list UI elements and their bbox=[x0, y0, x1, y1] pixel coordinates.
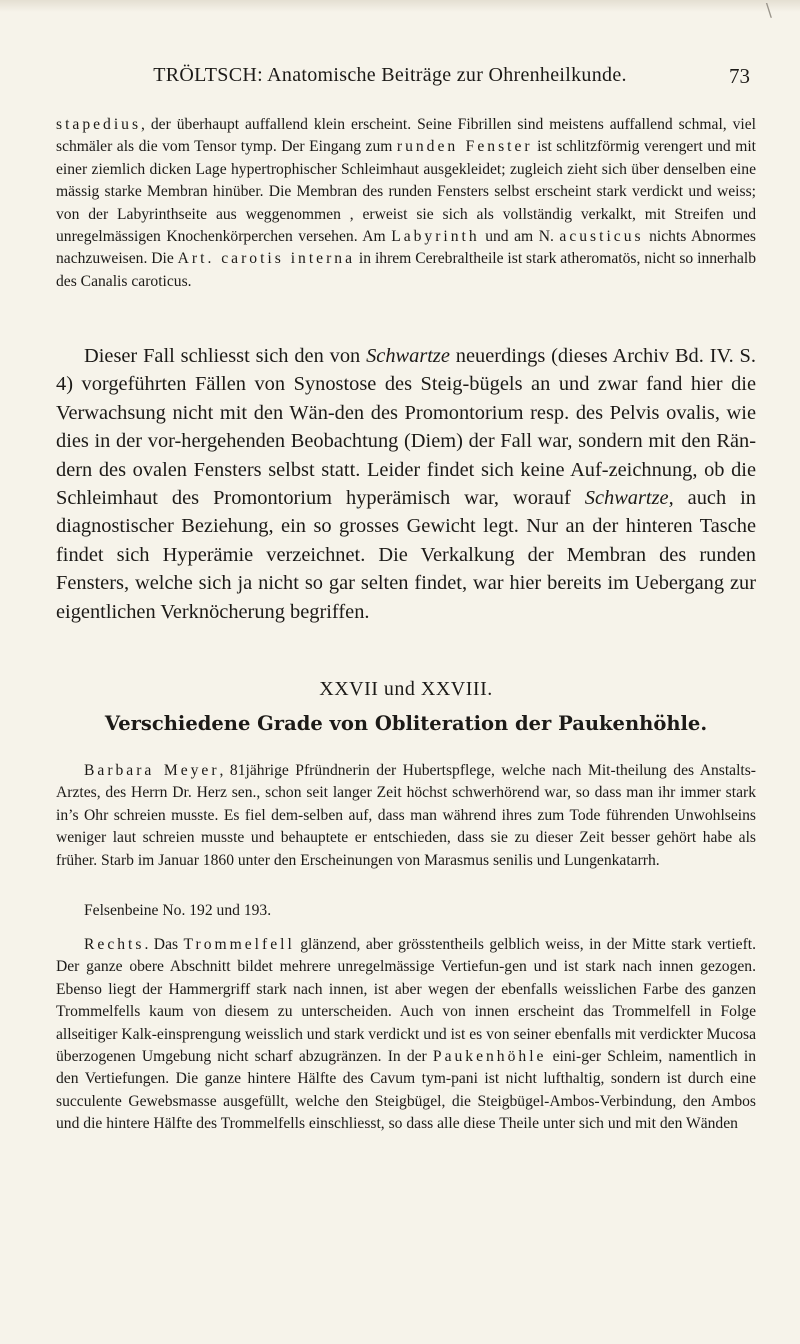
paragraph-specimen-number bbox=[56, 900, 756, 922]
spaced-term: Labyrinth bbox=[391, 228, 480, 246]
paragraph-text bbox=[56, 934, 756, 1136]
spaced-term: stapedius bbox=[56, 116, 142, 133]
page-number: 73 bbox=[729, 64, 750, 88]
spaced-term: Rechts bbox=[84, 936, 145, 953]
page-header bbox=[110, 64, 750, 94]
text-run: glänzend, aber grösstentheils gelblich weiss, in der Mitte stark vertieft. Der ganze obere Abschnitt bildet mehrere unregelmässige Vertiefun-gen und ist stark nach innen gezogen. Ebenso liegt der Hammergriff stark nach innen, ist aber wegen der ebenfalls weisslichen Farbe des ganzen Trommelfells kaum von diesem zu unterscheiden. Auch von innen erscheint das Trommelfell in Folge allseitiger Kalk-einsprengung weisslich und stark verdickt und ist es von seiner ebenfalls mit verdickter Mucosa überzogenen Umgebung nicht scharf abzugränzen. In der bbox=[56, 936, 756, 1066]
spaced-term: Barbara Meyer bbox=[84, 762, 220, 779]
italic-name: Schwartze, bbox=[584, 487, 674, 510]
text-run: , 81jährige Pfründnerin der Hubertspflege, welche nach Mit-theilung des Anstalts-Arztes, des Herrn Dr. Herz sen., schon seit langer Zeit höchst schwerhörend war, so dass man ihr immer stark in’s Ohr schreien musste. Es fiel dem-selben auf, dass man während ihres zum Tode führenden Unwohlseins weniger laut schreien musste und behauptete er entschieden, dass sie zu dieser Zeit besser gehört habe als früher. Starb im Januar 1860 unter den Erscheinungen von Marasmus senilis und Lungenkatarrh. bbox=[56, 762, 757, 869]
text-run: und am N. bbox=[479, 228, 560, 246]
paragraph-text: Felsenbeine No. 192 und 193. bbox=[84, 902, 272, 919]
spaced-term: Art. carotis interna bbox=[177, 250, 356, 268]
spaced-term: runden Fenster bbox=[396, 138, 533, 156]
text-run: Dieser Fall schliesst sich den von bbox=[84, 345, 367, 367]
text-run: neuerdings (dieses Archiv Bd. IV. S. 4) vorgeführten Fällen von Synostose des Steig-bügels an und zwar fand hier die Verwachsung nicht mit den Wän-den des Promontorium resp. des Pelvis ovalis, wie dies in der vor-hergehenden Beobachtung (Diem) der Fall war, sondern mit den Rän-dern des ovalen Fensters selbst statt. Leider findet sich keine Auf-zeichnung, ob die Schleimhaut des Promontorium hyperämisch war, worauf bbox=[56, 345, 756, 510]
page-top-edge bbox=[0, 0, 800, 12]
spaced-term: acusticus bbox=[559, 228, 644, 246]
paragraph-text bbox=[56, 760, 756, 872]
paragraph-case-continuation bbox=[56, 114, 756, 293]
running-title: TRÖLTSCH: Anatomische Beiträge zur Ohrenheilkunde. bbox=[153, 64, 627, 86]
italic-name: Schwartze bbox=[366, 345, 450, 367]
text-run: nichts Abnormes nachzuweisen. Die bbox=[56, 228, 757, 268]
text-run: eini-ger Schleim, namentlich in den Vertiefungen. Die ganze hintere Hälfte des Cavum tym-pani ist nicht lufthaltig, sondern ist durch eine succulente Gewebsmasse ausgefüllt, welche den Steigbügel, die Steigbügel-Ambos-Verbindung, den Ambos und die hintere Hälfte des Trommelfells einschliesst, so dass alle diese Theile unter sich und mit den Wänden bbox=[56, 1048, 756, 1133]
text-run: . Das bbox=[144, 936, 184, 953]
paragraph-text bbox=[56, 114, 756, 293]
text-run: auch in diagnostischer Beziehung, ein so grosses Gewicht legt. Nur an der hinteren Tasche findet sich Hyperämie verzeichnet. Die Verkalkung der Membran des runden Fensters, welche sich ja nicht so gar selten findet, war hier bereits im Uebergang zur eigentlichen Verknöcherung begriffen. bbox=[56, 487, 756, 623]
text-run: ist schlitzförmig verengert und mit einer ziemlich dicken Lage hypertrophischer Schleimhaut ausgekleidet; zugleich zieht sich über denselben eine mässig starke Membran hinüber. Die Membran des runden Fensters selbst erscheint stark verdickt und weiss; von der Labyrinthseite aus weggenommen , erweist sie sich als vollständig verkalkt, mit Streifen und unregelmässigen Knochenkörperchen versehen. Am bbox=[56, 138, 756, 246]
section-title: Verschiedene Grade von Obliteration der Paukenhöhle. bbox=[104, 712, 708, 735]
section-number: XXVII und XXVIII. bbox=[319, 678, 493, 700]
paragraph-right-ear bbox=[56, 934, 756, 1136]
text-run: in ihrem Cerebraltheile ist stark atheromatös, nicht so innerhalb des Canalis caroticus. bbox=[56, 250, 757, 290]
spaced-term: Paukenhöhle bbox=[432, 1048, 547, 1066]
paragraph-discussion bbox=[56, 342, 756, 626]
paragraph-text bbox=[56, 342, 756, 626]
spaced-term: Trommelfell bbox=[183, 936, 295, 953]
paragraph-patient-history bbox=[56, 760, 756, 872]
corner-mark: \ bbox=[765, 0, 772, 21]
text-run: , der überhaupt auffallend klein erscheint. Seine Fibrillen sind meistens auffallend schmal, viel schmäler als die vom Tensor tymp. Der Eingang zum bbox=[56, 116, 756, 156]
